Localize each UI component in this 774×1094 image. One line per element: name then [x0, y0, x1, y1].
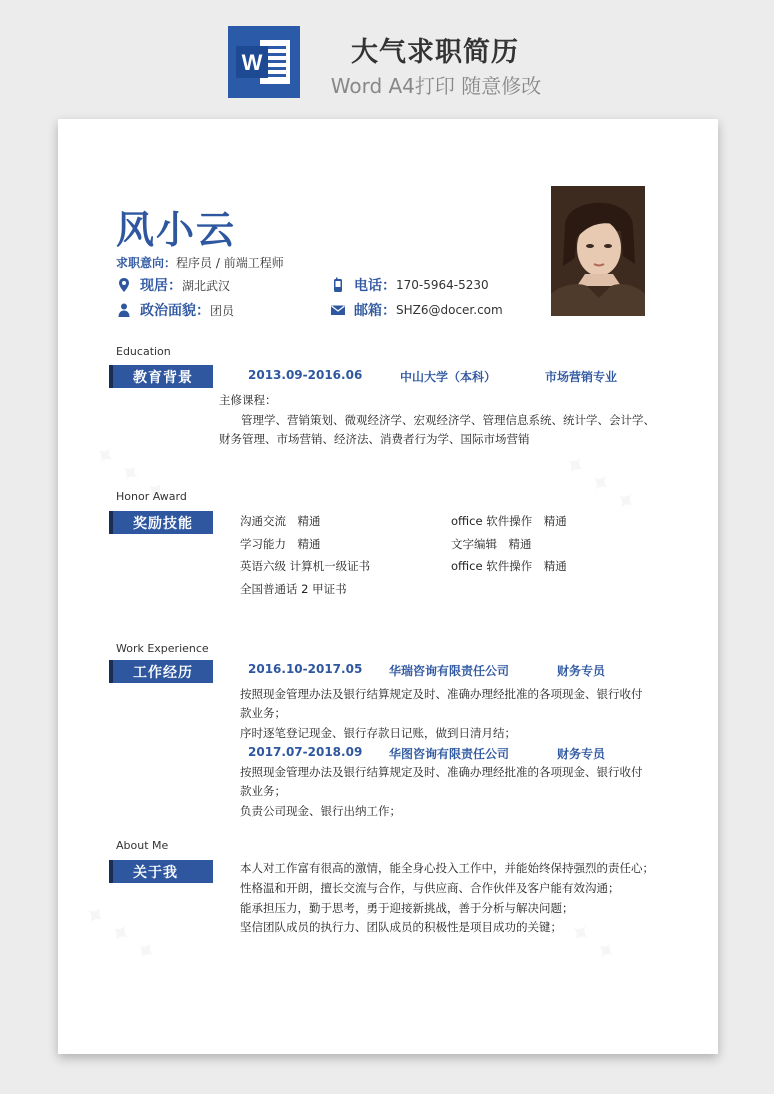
work-section-tab [109, 660, 213, 683]
courses-label: 主修课程： [219, 393, 277, 407]
honor-title-cn: 奖励技能 [133, 515, 193, 532]
politics-value: 团员 [210, 303, 235, 318]
skill-item: 英语六级 计算机一级证书 [240, 559, 371, 573]
job-intent-label: 求职意向： [116, 256, 177, 270]
education-title-en: Education [116, 345, 171, 358]
honor-section-tab [109, 511, 213, 534]
job-duty-line: 负责公司现金、银行出纳工作； [240, 804, 401, 818]
honor-title-en: Honor Award [116, 490, 187, 503]
location-pin-icon [116, 277, 132, 293]
residence-value: 湖北武汉 [182, 278, 231, 293]
watermark [557, 448, 643, 520]
job-intent [116, 254, 284, 271]
courses-line: 管理学、营销策划、微观经济学、宏观经济学、管理信息系统、统计学、会计学、 [241, 413, 655, 427]
job-duty-line: 序时逐笔登记现金、银行存款日记账，做到日清月结； [240, 726, 516, 740]
skill-item: 学习能力 精通 [240, 537, 321, 551]
email-row [330, 300, 503, 320]
phone-label: 电话： [354, 278, 396, 294]
job-period: 2017.07-2018.09 [248, 745, 363, 759]
job-duty-line: 按照现金管理办法及银行结算规定及时、准确办理经批准的各项现金、银行收付 [240, 765, 643, 779]
email-label: 邮箱： [354, 303, 396, 319]
phone-value: 170-5964-5230 [396, 278, 489, 292]
job-role: 财务专员 [557, 747, 606, 761]
phone-icon [330, 277, 346, 293]
job-period: 2016.10-2017.05 [248, 662, 363, 676]
education-major: 市场营销专业 [545, 370, 618, 384]
banner-title: 大气求职简历 [351, 37, 519, 68]
skill-item: office 软件操作 精通 [451, 514, 567, 528]
person-icon [116, 302, 132, 318]
profile-photo [551, 186, 645, 316]
about-line: 本人对工作富有很高的激情，能全身心投入工作中，并能始终保持强烈的责任心； [240, 861, 654, 875]
education-period: 2013.09-2016.06 [248, 368, 363, 382]
about-section-tab [109, 860, 213, 883]
skill-item: 全国普通话 2 甲证书 [240, 582, 347, 596]
word-icon [228, 26, 300, 98]
education-school: 中山大学（本科） [400, 370, 497, 384]
work-title-en: Work Experience [116, 642, 209, 655]
banner-subtitle: Word A4打印 随意修改 [330, 74, 542, 98]
phone-row [330, 275, 489, 295]
skill-item: office 软件操作 精通 [451, 559, 567, 573]
education-title-cn: 教育背景 [133, 369, 193, 386]
job-duty-line: 款业务； [240, 706, 286, 720]
job-company: 华瑞咨询有限责任公司 [389, 664, 510, 678]
about-line: 坚信团队成员的执行力、团队成员的积极性是项目成功的关键； [240, 920, 562, 934]
resume-page [58, 119, 718, 1054]
job-duty-line: 款业务； [240, 784, 286, 798]
about-line: 性格温和开朗，擅长交流与合作，与供应商、合作伙伴及客户能有效沟通； [240, 881, 620, 895]
word-logo-letter: W [241, 50, 263, 75]
job-company: 华图咨询有限责任公司 [389, 747, 510, 761]
watermark [77, 898, 163, 970]
candidate-name: 风小云 [116, 208, 237, 252]
politics-row [116, 300, 234, 320]
residence-row [116, 275, 230, 295]
work-title-cn: 工作经历 [133, 664, 193, 681]
skill-item: 文字编辑 精通 [451, 537, 532, 551]
about-title-en: About Me [116, 839, 169, 852]
job-intent-value: 程序员 / 前端工程师 [176, 256, 284, 270]
job-role: 财务专员 [557, 664, 606, 678]
politics-label: 政治面貌： [140, 303, 210, 319]
education-section-tab [109, 365, 213, 388]
email-value[interactable]: SHZ6@docer.com [396, 303, 503, 317]
courses-line: 财务管理、市场营销、经济法、消费者行为学、国际市场营销 [219, 432, 530, 446]
about-line: 能承担压力，勤于思考，勇于迎接新挑战，善于分析与解决问题； [240, 901, 574, 915]
skill-item: 沟通交流 精通 [240, 514, 321, 528]
mail-icon [330, 302, 346, 318]
job-duty-line: 按照现金管理办法及银行结算规定及时、准确办理经批准的各项现金、银行收付 [240, 687, 643, 701]
residence-label: 现居： [140, 278, 182, 294]
about-title-cn: 关于我 [133, 864, 178, 881]
